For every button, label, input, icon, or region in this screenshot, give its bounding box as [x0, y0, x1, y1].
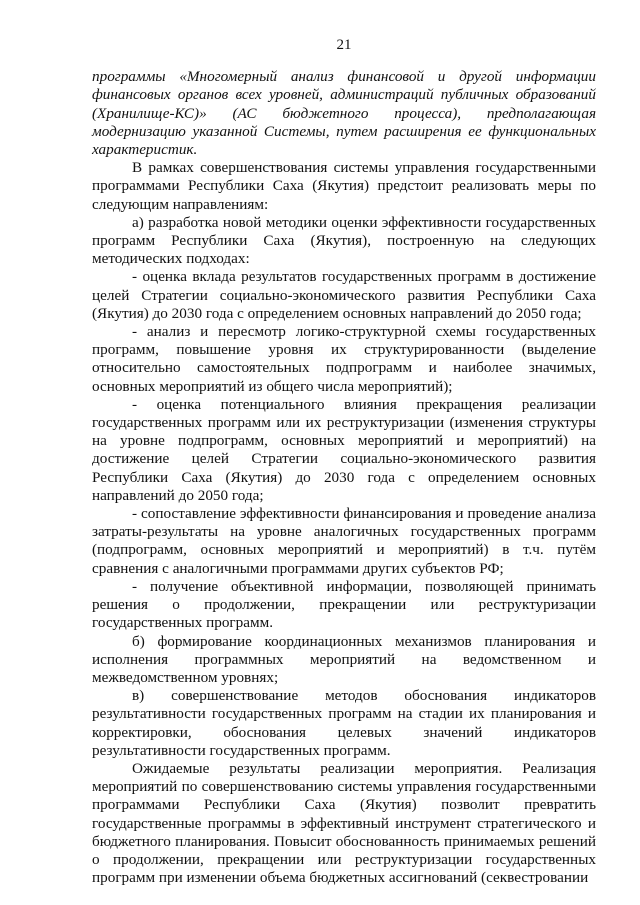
page-number: 21 — [336, 37, 352, 53]
paragraph-bullet-2: - анализ и пересмотр логико-структурной схемы государственных программ, повышение уровня их структурированности (выделение относительно самостоятельных подпрограмм и наиболее значимых, основных мероприятий из общего числа мероприятий); — [92, 323, 596, 395]
paragraph-item-a: а) разработка новой методики оценки эффективности государственных программ Республики Саха (Якутия), построенную на следующих методических подходах: — [92, 213, 596, 268]
paragraph-intro-measures: В рамках совершенствования системы управления государственными программами Республики Саха (Якутия) предстоит реализовать меры по следующим направлениям: — [92, 159, 596, 213]
paragraph-bullet-1: - оценка вклада результатов государственных программ в достижение целей Стратегии социально-экономического развития Республики Саха (Якутия) до 2030 года с определением основных направлений до 2050 года; — [92, 268, 596, 322]
paragraph-bullet-5: - получение объективной информации, позволяющей принимать решения о продолжении, прекращении или реструктуризации государственных программ. — [92, 577, 596, 632]
paragraph-item-c: в) совершенствование методов обоснования индикаторов результативности государственных программ на стадии их планирования и корректировки, обоснования целевых значений индикаторов результативности государственных программ. — [92, 687, 596, 759]
paragraph-expected-results: Ожидаемые результаты реализации мероприятия. Реализация мероприятий по совершенствованию системы управления государственными программами Республики Саха (Якутия) позволит превратить государственные программы в эффективный инструмент стратегического и бюджетного планирования. Повысит обоснованность принимаемых решений о продолжении, прекращении или реструктуризации государственных программ при изменении объема бюджетных ассигнований (секвестровании — [92, 759, 596, 887]
paragraph-program-continuation: программы «Многомерный анализ финансовой и другой информации финансовых органов всех уровней, администраций публичных образований (Хранилище-КС)» (АС бюджетного процесса), предполагающая модернизацию указанной Системы, путем расширения ее функциональных характеристик. — [92, 68, 596, 159]
paragraph-bullet-4: - сопоставление эффективности финансирования и проведение анализа затраты-результаты на уровне аналогичных государственных программ (подпрограмм, основных мероприятий и мероприятий) в т.ч. путём сравнения с аналогичными программами других субъектов РФ; — [92, 505, 596, 577]
paragraph-bullet-3: - оценка потенциального влияния прекращения реализации государственных программ или их реструктуризации (изменения структуры на уровне подпрограмм, основных мероприятий и мероприятий) на достижение целей Стратегии социально-экономического развития Республики Саха (Якутия) до 2030 года с определением основных направлений до 2050 года; — [92, 395, 596, 504]
paragraph-item-b: б) формирование координационных механизмов планирования и исполнения программных мероприятий на ведомственном и межведомственном уровнях; — [92, 632, 596, 686]
